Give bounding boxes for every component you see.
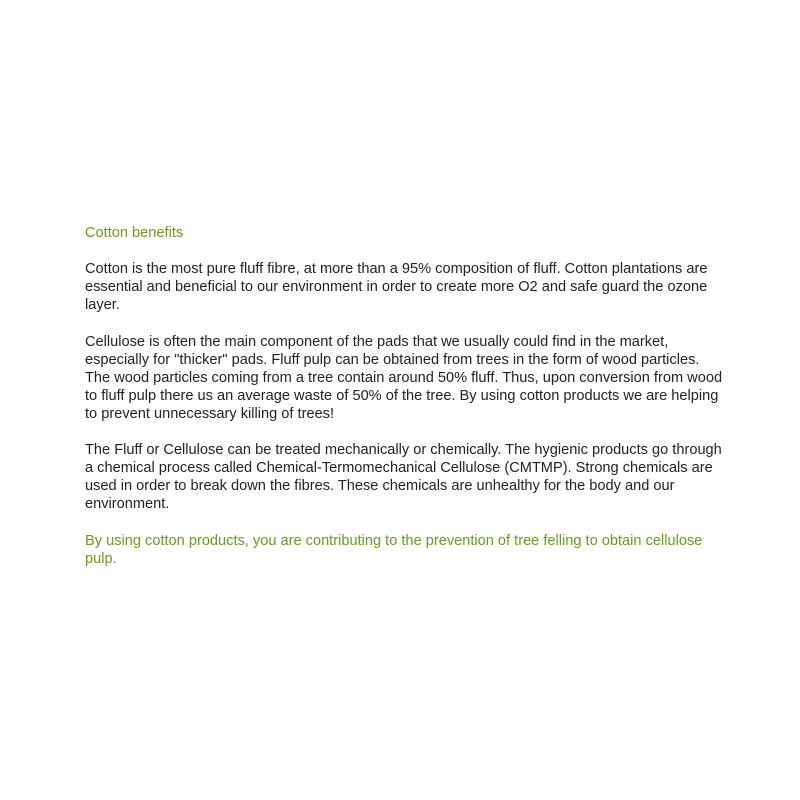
text-block xyxy=(85,224,725,586)
conclusion: By using cotton products, you are contributing to the prevention of tree felling to obtain cellulose pulp. xyxy=(85,532,703,567)
paragraph-cotton-purity: Cotton is the most pure fluff fibre, at more than a 95% composition of fluff. Cotton plantations are essential and beneficial to our environment in order to create more O2 and safe guard the ozone layer. xyxy=(85,261,708,314)
paragraph-cellulose: Cellulose is often the main component of the pads that we usually could find in the market, especially for "thicker" pads. Fluff pulp can be obtained from trees in the form of wood particles. The wood particles coming from a tree contain around 50% fluff. Thus, upon conversion from wood to fluff pulp there us an average waste of 50% of the tree. By using cotton products we are helping to prevent unnecessary killing of trees! xyxy=(85,333,723,422)
heading: Cotton benefits xyxy=(85,225,184,241)
paragraph-treatment: The Fluff or Cellulose can be treated mechanically or chemically. The hygienic products go through a chemical process called Chemical-Termomechanical Cellulose (CMTMP). Strong chemicals are used in order to break down the fibres. These chemicals are unhealthy for the body and our environment. xyxy=(85,442,722,513)
